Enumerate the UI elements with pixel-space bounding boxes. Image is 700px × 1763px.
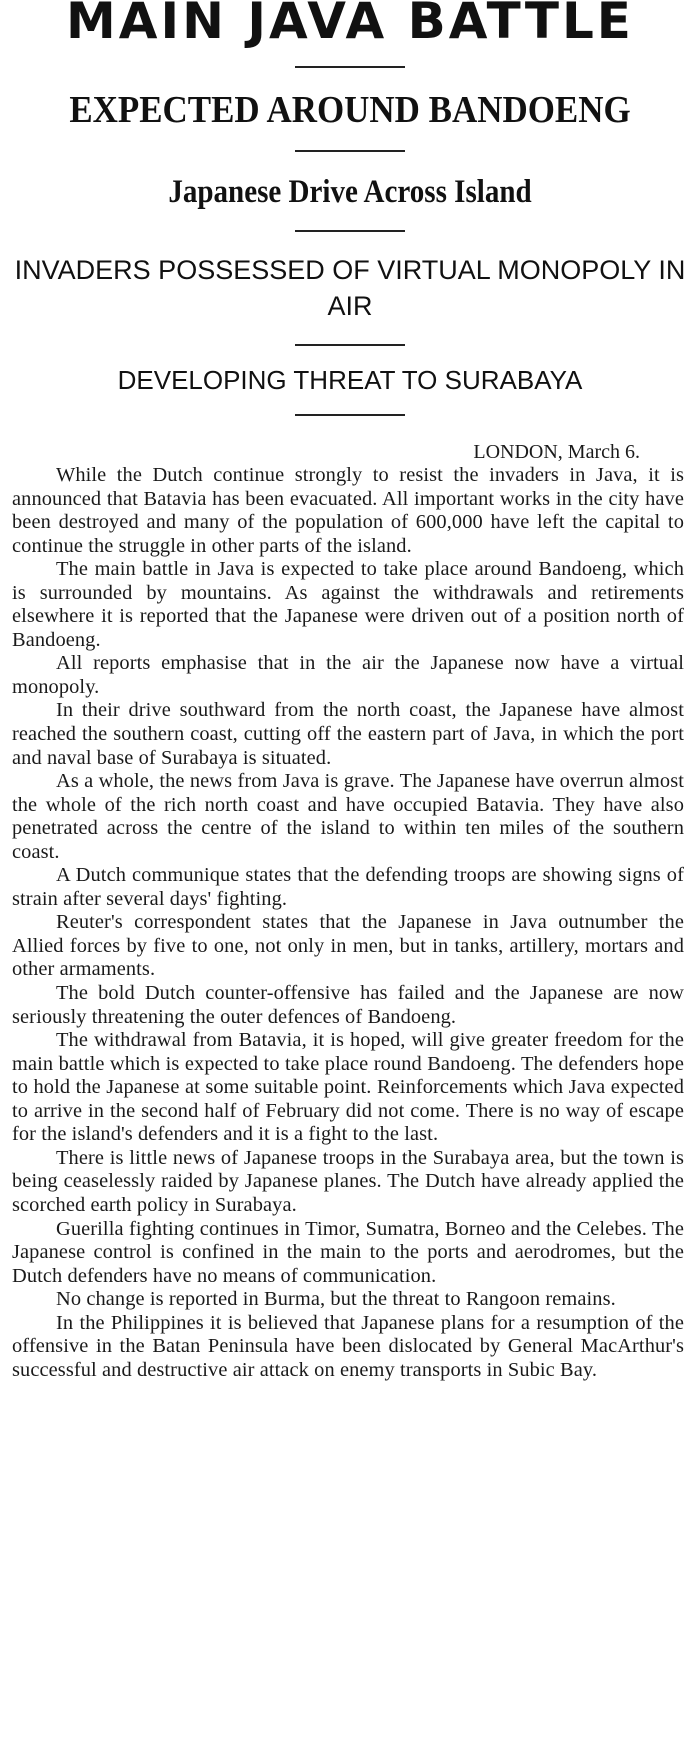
headline-divider	[295, 150, 405, 152]
paragraph: No change is reported in Burma, but the threat to Rangoon remains.	[56, 1288, 616, 1311]
fourth-headline: INVADERS POSSESSED OF VIRTUAL MONOPOLY IN AIR	[14, 255, 686, 321]
paragraph: In their drive southward from the north coast, the Japanese have almost reached the southern coast, cutting off the eastern part of Java, in which the port and naval base of Surabaya is situated.	[12, 699, 684, 769]
paragraph: Reuter's correspondent states that the Japanese in Java outnumber the Allied forces by five to one, not only in men, but in tanks, artillery, mortars and other armaments.	[12, 911, 684, 981]
paragraph: In the Philippines it is believed that Japanese plans for a resumption of the offensive in the Batan Peninsula have been dislocated by General MacArthur's successful and destructive air attack on enemy transports in Subic Bay.	[12, 1311, 684, 1381]
paragraph: As a whole, the news from Java is grave. The Japanese have overrun almost the whole of the rich north coast and have occupied Batavia. They have also penetrated across the centre of the island to within ten miles of the southern coast.	[12, 770, 684, 863]
fifth-headline: DEVELOPING THREAT TO SURABAYA	[117, 365, 583, 395]
second-headline: EXPECTED AROUND BANDOENG	[69, 89, 631, 131]
main-headline: MAIN JAVA BATTLE	[66, 0, 634, 50]
headline-divider	[295, 344, 405, 346]
dateline: LONDON, March 6.	[473, 441, 640, 463]
paragraph: There is little news of Japanese troops in the Surabaya area, but the town is being ceaselessly raided by Japanese planes. The Dutch have already applied the scorched earth policy in Surabaya.	[12, 1146, 684, 1216]
paragraph: Guerilla fighting continues in Timor, Sumatra, Borneo and the Celebes. The Japanese control is confined in the main to the ports and aerodromes, but the Dutch defenders have no means of communication.	[12, 1217, 684, 1287]
headline-divider	[295, 230, 405, 232]
paragraph: All reports emphasise that in the air the Japanese now have a virtual monopoly.	[12, 652, 684, 698]
headline-divider	[295, 66, 405, 68]
paragraph: While the Dutch continue strongly to resist the invaders in Java, it is announced that Batavia has been evacuated. All important works in the city have been destroyed and many of the population of 600,000 have left the capital to continue the struggle in other parts of the island.	[12, 464, 684, 557]
paragraph: The main battle in Java is expected to take place around Bandoeng, which is surrounded by mountains. As against the withdrawals and retirements elsewhere it is reported that the Japanese were driven out of a position north of Bandoeng.	[12, 558, 684, 651]
paragraph: A Dutch communique states that the defending troops are showing signs of strain after several days' fighting.	[12, 864, 684, 910]
third-headline: Japanese Drive Across Island	[168, 174, 532, 210]
paragraph: The withdrawal from Batavia, it is hoped, will give greater freedom for the main battle which is expected to take place round Bandoeng. The defenders hope to hold the Japanese at some suitable point. Reinforcements which Java expected to arrive in the second half of February did not come. There is no way of escape for the island's defenders and it is a fight to the last.	[12, 1029, 684, 1146]
paragraph: The bold Dutch counter-offensive has failed and the Japanese are now seriously threatening the outer defences of Bandoeng.	[12, 982, 684, 1028]
headline-divider	[295, 414, 405, 416]
article-body	[0, 464, 700, 1382]
